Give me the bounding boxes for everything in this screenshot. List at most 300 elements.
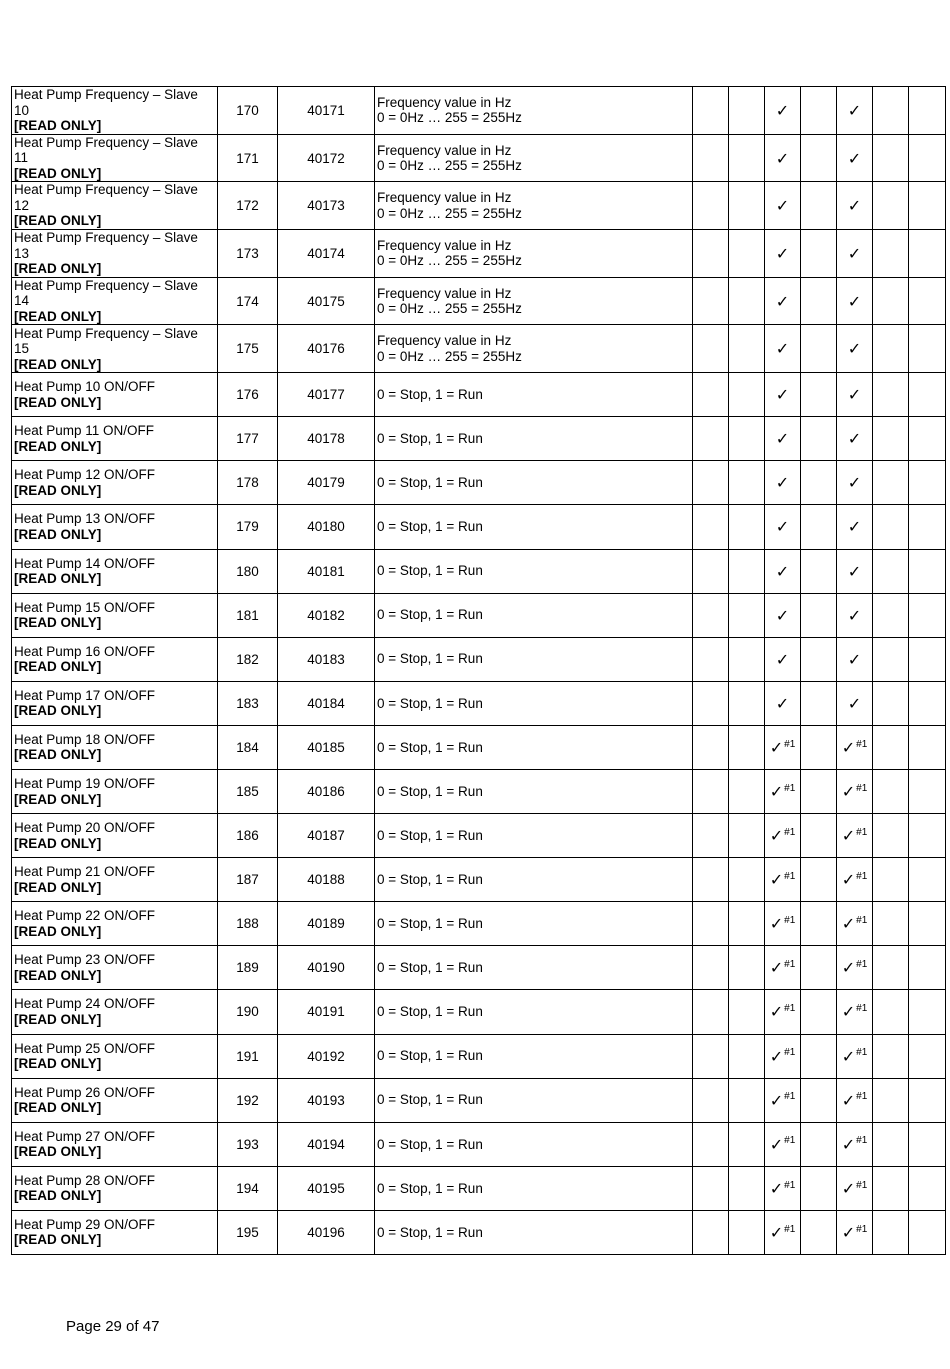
register-description bbox=[375, 725, 693, 769]
support-cell-2 bbox=[729, 681, 765, 725]
description-line: 0 = Stop, 1 = Run bbox=[377, 475, 483, 491]
register-name-cell bbox=[12, 505, 218, 549]
support-cell-5 bbox=[837, 1210, 873, 1254]
checkmark-icon: ✓ bbox=[847, 649, 862, 669]
support-cell-2 bbox=[729, 1210, 765, 1254]
register-description bbox=[375, 134, 693, 182]
checkmark-icon: ✓ bbox=[841, 737, 856, 757]
modbus-register: 40189 bbox=[278, 902, 375, 946]
register-name-cell bbox=[12, 134, 218, 182]
support-cell-7 bbox=[909, 1034, 946, 1078]
modbus-register: 40193 bbox=[278, 1078, 375, 1122]
table-row bbox=[12, 505, 946, 549]
support-cell-7 bbox=[909, 725, 946, 769]
checkmark-icon: ✓ bbox=[769, 1222, 784, 1242]
support-cell-3 bbox=[765, 946, 801, 990]
support-cell-2 bbox=[729, 1034, 765, 1078]
modbus-register: 40181 bbox=[278, 549, 375, 593]
register-name: Heat Pump 17 ON/OFF bbox=[14, 687, 156, 703]
read-only-tag: [READ ONLY] bbox=[14, 308, 102, 324]
footnote-ref: #1 bbox=[784, 738, 796, 750]
description-line: 0 = 0Hz … 255 = 255Hz bbox=[377, 205, 522, 221]
table-row bbox=[12, 549, 946, 593]
checkmark-icon: ✓ bbox=[841, 826, 856, 846]
description-line: 0 = Stop, 1 = Run bbox=[377, 1004, 483, 1020]
support-cell-7 bbox=[909, 902, 946, 946]
modbus-register: 40178 bbox=[278, 417, 375, 461]
register-name-cell bbox=[12, 373, 218, 417]
register-address: 193 bbox=[218, 1122, 278, 1166]
support-cell-7 bbox=[909, 946, 946, 990]
support-cell-3 bbox=[765, 990, 801, 1034]
support-cell-2 bbox=[729, 325, 765, 373]
modbus-register: 40176 bbox=[278, 325, 375, 373]
support-cell-6 bbox=[873, 637, 909, 681]
register-name-cell bbox=[12, 637, 218, 681]
support-cell-4 bbox=[801, 277, 837, 325]
support-cell-7 bbox=[909, 230, 946, 278]
footnote-ref: #1 bbox=[784, 782, 796, 794]
checkmark-icon: ✓ bbox=[775, 605, 790, 625]
checkmark-icon: ✓ bbox=[847, 605, 862, 625]
support-cell-7 bbox=[909, 858, 946, 902]
support-cell-6 bbox=[873, 1078, 909, 1122]
register-name-cell bbox=[12, 1210, 218, 1254]
support-cell-4 bbox=[801, 325, 837, 373]
register-name-cell bbox=[12, 902, 218, 946]
register-address: 170 bbox=[218, 87, 278, 135]
register-table-body bbox=[12, 87, 946, 1255]
table-row bbox=[12, 769, 946, 813]
support-cell-1 bbox=[693, 1078, 729, 1122]
register-name-cell bbox=[12, 593, 218, 637]
support-cell-5 bbox=[837, 325, 873, 373]
modbus-register: 40182 bbox=[278, 593, 375, 637]
table-row bbox=[12, 182, 946, 230]
register-description bbox=[375, 990, 693, 1034]
modbus-register: 40175 bbox=[278, 277, 375, 325]
checkmark-icon: ✓ bbox=[841, 1002, 856, 1022]
footnote-ref: #1 bbox=[784, 1003, 796, 1015]
support-cell-3 bbox=[765, 417, 801, 461]
read-only-tag: [READ ONLY] bbox=[14, 703, 102, 719]
register-address: 185 bbox=[218, 769, 278, 813]
checkmark-icon: ✓ bbox=[775, 100, 790, 120]
footnote-ref: #1 bbox=[856, 782, 868, 794]
support-cell-6 bbox=[873, 325, 909, 373]
checkmark-icon: ✓ bbox=[769, 1178, 784, 1198]
support-cell-3 bbox=[765, 814, 801, 858]
footnote-ref: #1 bbox=[784, 959, 796, 971]
footnote-ref: #1 bbox=[856, 1223, 868, 1235]
support-cell-3 bbox=[765, 769, 801, 813]
support-cell-2 bbox=[729, 182, 765, 230]
support-cell-2 bbox=[729, 946, 765, 990]
support-cell-3 bbox=[765, 1210, 801, 1254]
description-line: Frequency value in Hz bbox=[377, 94, 512, 110]
modbus-register: 40196 bbox=[278, 1210, 375, 1254]
read-only-tag: [READ ONLY] bbox=[14, 1011, 102, 1027]
support-cell-4 bbox=[801, 87, 837, 135]
support-cell-3 bbox=[765, 681, 801, 725]
table-row bbox=[12, 858, 946, 902]
support-cell-2 bbox=[729, 417, 765, 461]
register-description bbox=[375, 1034, 693, 1078]
read-only-tag: [READ ONLY] bbox=[14, 118, 102, 134]
register-name: Heat Pump 27 ON/OFF bbox=[14, 1128, 156, 1144]
table-row bbox=[12, 814, 946, 858]
support-cell-3 bbox=[765, 1034, 801, 1078]
support-cell-5 bbox=[837, 946, 873, 990]
footnote-ref: #1 bbox=[784, 1179, 796, 1191]
support-cell-5 bbox=[837, 134, 873, 182]
register-description bbox=[375, 1166, 693, 1210]
register-address: 180 bbox=[218, 549, 278, 593]
register-name: Heat Pump 18 ON/OFF bbox=[14, 731, 156, 747]
description-line: 0 = Stop, 1 = Run bbox=[377, 739, 483, 755]
support-cell-5 bbox=[837, 681, 873, 725]
support-cell-1 bbox=[693, 417, 729, 461]
support-cell-6 bbox=[873, 1210, 909, 1254]
support-cell-1 bbox=[693, 725, 729, 769]
support-cell-7 bbox=[909, 277, 946, 325]
register-address: 189 bbox=[218, 946, 278, 990]
footnote-ref: #1 bbox=[856, 738, 868, 750]
support-cell-5 bbox=[837, 725, 873, 769]
checkmark-icon: ✓ bbox=[775, 561, 790, 581]
register-name-cell bbox=[12, 1034, 218, 1078]
footnote-ref: #1 bbox=[856, 914, 868, 926]
support-cell-6 bbox=[873, 814, 909, 858]
modbus-register: 40183 bbox=[278, 637, 375, 681]
checkmark-icon: ✓ bbox=[769, 1002, 784, 1022]
support-cell-1 bbox=[693, 505, 729, 549]
table-row bbox=[12, 1166, 946, 1210]
register-description bbox=[375, 373, 693, 417]
register-name: Heat Pump 15 ON/OFF bbox=[14, 599, 156, 615]
support-cell-5 bbox=[837, 858, 873, 902]
support-cell-6 bbox=[873, 549, 909, 593]
support-cell-4 bbox=[801, 1078, 837, 1122]
support-cell-7 bbox=[909, 505, 946, 549]
footnote-ref: #1 bbox=[784, 1047, 796, 1059]
register-description bbox=[375, 814, 693, 858]
support-cell-7 bbox=[909, 461, 946, 505]
support-cell-3 bbox=[765, 637, 801, 681]
support-cell-1 bbox=[693, 769, 729, 813]
register-description bbox=[375, 325, 693, 373]
support-cell-7 bbox=[909, 87, 946, 135]
support-cell-4 bbox=[801, 593, 837, 637]
register-description bbox=[375, 1078, 693, 1122]
support-cell-6 bbox=[873, 134, 909, 182]
read-only-tag: [READ ONLY] bbox=[14, 1232, 102, 1248]
support-cell-7 bbox=[909, 681, 946, 725]
checkmark-icon: ✓ bbox=[769, 826, 784, 846]
description-line: 0 = Stop, 1 = Run bbox=[377, 960, 483, 976]
support-cell-3 bbox=[765, 1122, 801, 1166]
read-only-tag: [READ ONLY] bbox=[14, 1144, 102, 1160]
support-cell-7 bbox=[909, 182, 946, 230]
register-name: Heat Pump 29 ON/OFF bbox=[14, 1216, 156, 1232]
support-cell-6 bbox=[873, 725, 909, 769]
register-name: Heat Pump Frequency – Slave 11 bbox=[14, 134, 198, 166]
register-name-cell bbox=[12, 1078, 218, 1122]
checkmark-icon: ✓ bbox=[775, 339, 790, 359]
modbus-register: 40195 bbox=[278, 1166, 375, 1210]
table-row bbox=[12, 1122, 946, 1166]
read-only-tag: [READ ONLY] bbox=[14, 356, 102, 372]
support-cell-3 bbox=[765, 725, 801, 769]
support-cell-2 bbox=[729, 725, 765, 769]
support-cell-4 bbox=[801, 858, 837, 902]
support-cell-5 bbox=[837, 1034, 873, 1078]
support-cell-5 bbox=[837, 1078, 873, 1122]
support-cell-4 bbox=[801, 505, 837, 549]
read-only-tag: [READ ONLY] bbox=[14, 1188, 102, 1204]
register-name-cell bbox=[12, 769, 218, 813]
support-cell-6 bbox=[873, 417, 909, 461]
description-line: 0 = Stop, 1 = Run bbox=[377, 1180, 483, 1196]
support-cell-6 bbox=[873, 505, 909, 549]
support-cell-3 bbox=[765, 1166, 801, 1210]
register-address: 192 bbox=[218, 1078, 278, 1122]
support-cell-1 bbox=[693, 1210, 729, 1254]
register-table bbox=[11, 86, 946, 1255]
support-cell-4 bbox=[801, 1034, 837, 1078]
register-address: 186 bbox=[218, 814, 278, 858]
register-name-cell bbox=[12, 461, 218, 505]
checkmark-icon: ✓ bbox=[769, 1134, 784, 1154]
checkmark-icon: ✓ bbox=[841, 1222, 856, 1242]
description-line: 0 = Stop, 1 = Run bbox=[377, 695, 483, 711]
footnote-ref: #1 bbox=[856, 1091, 868, 1103]
register-description bbox=[375, 182, 693, 230]
modbus-register: 40186 bbox=[278, 769, 375, 813]
read-only-tag: [READ ONLY] bbox=[14, 835, 102, 851]
register-description bbox=[375, 277, 693, 325]
table-row bbox=[12, 87, 946, 135]
checkmark-icon: ✓ bbox=[769, 870, 784, 890]
support-cell-2 bbox=[729, 1166, 765, 1210]
support-cell-6 bbox=[873, 902, 909, 946]
support-cell-4 bbox=[801, 990, 837, 1034]
register-address: 188 bbox=[218, 902, 278, 946]
modbus-register: 40184 bbox=[278, 681, 375, 725]
register-name-cell bbox=[12, 1122, 218, 1166]
table-row bbox=[12, 325, 946, 373]
support-cell-6 bbox=[873, 182, 909, 230]
read-only-tag: [READ ONLY] bbox=[14, 438, 102, 454]
register-name-cell bbox=[12, 814, 218, 858]
table-row bbox=[12, 902, 946, 946]
support-cell-7 bbox=[909, 417, 946, 461]
register-description bbox=[375, 902, 693, 946]
description-line: 0 = 0Hz … 255 = 255Hz bbox=[377, 301, 522, 317]
description-line: 0 = Stop, 1 = Run bbox=[377, 563, 483, 579]
register-description bbox=[375, 1122, 693, 1166]
register-name: Heat Pump 14 ON/OFF bbox=[14, 555, 156, 571]
description-line: Frequency value in Hz bbox=[377, 285, 512, 301]
register-description bbox=[375, 549, 693, 593]
support-cell-4 bbox=[801, 637, 837, 681]
support-cell-6 bbox=[873, 990, 909, 1034]
description-line: 0 = 0Hz … 255 = 255Hz bbox=[377, 158, 522, 174]
support-cell-6 bbox=[873, 681, 909, 725]
read-only-tag: [READ ONLY] bbox=[14, 747, 102, 763]
support-cell-1 bbox=[693, 277, 729, 325]
checkmark-icon: ✓ bbox=[775, 148, 790, 168]
checkmark-icon: ✓ bbox=[847, 473, 862, 493]
register-name: Heat Pump 22 ON/OFF bbox=[14, 908, 156, 924]
support-cell-2 bbox=[729, 461, 765, 505]
support-cell-6 bbox=[873, 230, 909, 278]
support-cell-6 bbox=[873, 946, 909, 990]
register-name-cell bbox=[12, 230, 218, 278]
read-only-tag: [READ ONLY] bbox=[14, 879, 102, 895]
support-cell-2 bbox=[729, 637, 765, 681]
table-row bbox=[12, 1078, 946, 1122]
support-cell-1 bbox=[693, 902, 729, 946]
support-cell-4 bbox=[801, 373, 837, 417]
table-row bbox=[12, 417, 946, 461]
support-cell-1 bbox=[693, 325, 729, 373]
support-cell-7 bbox=[909, 325, 946, 373]
support-cell-6 bbox=[873, 277, 909, 325]
support-cell-6 bbox=[873, 461, 909, 505]
support-cell-3 bbox=[765, 505, 801, 549]
support-cell-1 bbox=[693, 182, 729, 230]
support-cell-4 bbox=[801, 1122, 837, 1166]
support-cell-2 bbox=[729, 230, 765, 278]
description-line: Frequency value in Hz bbox=[377, 190, 512, 206]
checkmark-icon: ✓ bbox=[769, 782, 784, 802]
support-cell-6 bbox=[873, 1166, 909, 1210]
support-cell-3 bbox=[765, 1078, 801, 1122]
register-name: Heat Pump 24 ON/OFF bbox=[14, 996, 156, 1012]
checkmark-icon: ✓ bbox=[841, 1046, 856, 1066]
table-row bbox=[12, 1034, 946, 1078]
register-description bbox=[375, 593, 693, 637]
support-cell-1 bbox=[693, 230, 729, 278]
checkmark-icon: ✓ bbox=[841, 958, 856, 978]
support-cell-7 bbox=[909, 549, 946, 593]
modbus-register: 40192 bbox=[278, 1034, 375, 1078]
read-only-tag: [READ ONLY] bbox=[14, 482, 102, 498]
support-cell-4 bbox=[801, 681, 837, 725]
register-description bbox=[375, 681, 693, 725]
support-cell-4 bbox=[801, 549, 837, 593]
read-only-tag: [READ ONLY] bbox=[14, 261, 102, 277]
register-description bbox=[375, 946, 693, 990]
checkmark-icon: ✓ bbox=[847, 385, 862, 405]
checkmark-icon: ✓ bbox=[775, 517, 790, 537]
checkmark-icon: ✓ bbox=[775, 385, 790, 405]
support-cell-1 bbox=[693, 637, 729, 681]
register-name: Heat Pump Frequency – Slave 13 bbox=[14, 230, 198, 261]
support-cell-5 bbox=[837, 769, 873, 813]
read-only-tag: [READ ONLY] bbox=[14, 615, 102, 631]
register-name-cell bbox=[12, 946, 218, 990]
modbus-register: 40177 bbox=[278, 373, 375, 417]
page-number: Page 29 of 47 bbox=[66, 1318, 160, 1335]
support-cell-4 bbox=[801, 1210, 837, 1254]
support-cell-4 bbox=[801, 725, 837, 769]
support-cell-1 bbox=[693, 461, 729, 505]
support-cell-5 bbox=[837, 637, 873, 681]
checkmark-icon: ✓ bbox=[841, 1178, 856, 1198]
checkmark-icon: ✓ bbox=[775, 243, 790, 263]
support-cell-3 bbox=[765, 593, 801, 637]
support-cell-2 bbox=[729, 505, 765, 549]
register-name: Heat Pump 23 ON/OFF bbox=[14, 952, 156, 968]
register-address: 173 bbox=[218, 230, 278, 278]
modbus-register: 40190 bbox=[278, 946, 375, 990]
checkmark-icon: ✓ bbox=[847, 243, 862, 263]
table-row bbox=[12, 946, 946, 990]
footnote-ref: #1 bbox=[856, 1179, 868, 1191]
register-address: 172 bbox=[218, 182, 278, 230]
support-cell-5 bbox=[837, 505, 873, 549]
read-only-tag: [READ ONLY] bbox=[14, 967, 102, 983]
description-line: 0 = 0Hz … 255 = 255Hz bbox=[377, 348, 522, 364]
support-cell-4 bbox=[801, 769, 837, 813]
register-name: Heat Pump 25 ON/OFF bbox=[14, 1040, 156, 1056]
register-name-cell bbox=[12, 990, 218, 1034]
support-cell-3 bbox=[765, 134, 801, 182]
support-cell-5 bbox=[837, 461, 873, 505]
register-name: Heat Pump 16 ON/OFF bbox=[14, 643, 156, 659]
support-cell-3 bbox=[765, 87, 801, 135]
support-cell-6 bbox=[873, 1122, 909, 1166]
footnote-ref: #1 bbox=[856, 959, 868, 971]
register-address: 191 bbox=[218, 1034, 278, 1078]
modbus-register: 40171 bbox=[278, 87, 375, 135]
table-row bbox=[12, 373, 946, 417]
support-cell-5 bbox=[837, 1166, 873, 1210]
modbus-register: 40172 bbox=[278, 134, 375, 182]
checkmark-icon: ✓ bbox=[847, 429, 862, 449]
footnote-ref: #1 bbox=[784, 870, 796, 882]
support-cell-7 bbox=[909, 637, 946, 681]
read-only-tag: [READ ONLY] bbox=[14, 394, 102, 410]
support-cell-6 bbox=[873, 1034, 909, 1078]
checkmark-icon: ✓ bbox=[847, 100, 862, 120]
description-line: Frequency value in Hz bbox=[377, 237, 512, 253]
checkmark-icon: ✓ bbox=[769, 958, 784, 978]
support-cell-2 bbox=[729, 277, 765, 325]
support-cell-5 bbox=[837, 549, 873, 593]
support-cell-7 bbox=[909, 1078, 946, 1122]
support-cell-4 bbox=[801, 1166, 837, 1210]
support-cell-1 bbox=[693, 134, 729, 182]
register-address: 181 bbox=[218, 593, 278, 637]
checkmark-icon: ✓ bbox=[775, 649, 790, 669]
support-cell-7 bbox=[909, 1122, 946, 1166]
register-address: 176 bbox=[218, 373, 278, 417]
read-only-tag: [READ ONLY] bbox=[14, 659, 102, 675]
read-only-tag: [READ ONLY] bbox=[14, 571, 102, 587]
support-cell-4 bbox=[801, 230, 837, 278]
description-line: 0 = Stop, 1 = Run bbox=[377, 783, 483, 799]
support-cell-2 bbox=[729, 87, 765, 135]
footnote-ref: #1 bbox=[784, 1135, 796, 1147]
support-cell-4 bbox=[801, 134, 837, 182]
support-cell-4 bbox=[801, 461, 837, 505]
modbus-register: 40194 bbox=[278, 1122, 375, 1166]
register-name: Heat Pump 13 ON/OFF bbox=[14, 511, 156, 527]
support-cell-4 bbox=[801, 417, 837, 461]
